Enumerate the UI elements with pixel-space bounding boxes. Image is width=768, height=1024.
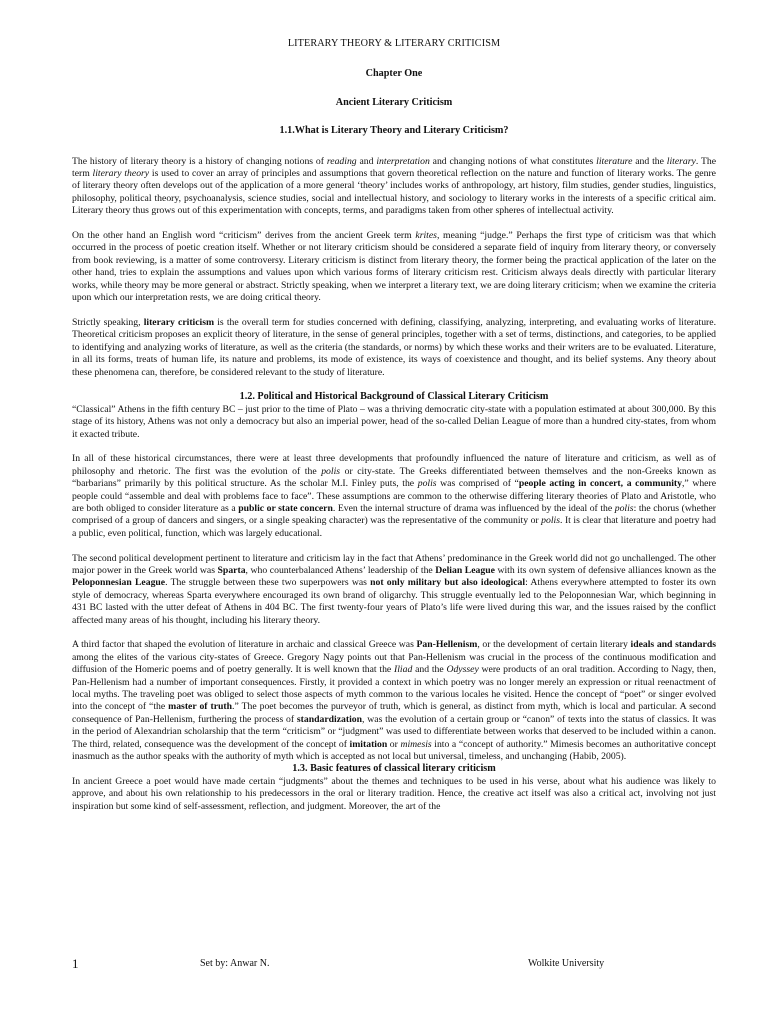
page-number: 1 bbox=[72, 956, 79, 971]
paragraph-4: “Classical” Athens in the fifth century BC – just prior to the time of Plato – was a thriving democratic city-state with a population estimated at about 300,000. By this stage of its history, Athens was not only a democracy but also an imperial power, head of the so-called Delian League of more than a hundred city-states, from whom it exacted tribute. bbox=[72, 403, 716, 440]
chapter-title: Ancient Literary Criticism bbox=[335, 96, 453, 108]
paragraph-5: In all of these historical circumstances, there were at least three developments that profoundly influenced the nature of literature and criticism, as well as of philosophy and rhetoric. The first was the evolution of the polis or city-state. The Greeks differentiated between themselves and the non-Greeks known as “barbarians” primarily by this political structure. As the scholar M.I. Finley puts, the polis was comprised of “people acting in concert, a community,” where people could “assemble and deal with problems face to face”. These assumptions are common to the otherwise differing literary theories of Plato and Aristotle, who are both obliged to consider literature as a public or state concern. Even the internal structure of drama was influenced by the ideal of the polis: the chorus (whether comprised of a group of dancers and singers, or a single speaking character) was the representative of the community or polis. It is clear that literature and poetry had a public, even political, function, which was largely educational. bbox=[72, 453, 717, 539]
paragraph-3: Strictly speaking, literary criticism is the overall term for studies concerned with defining, classifying, analyzing, interpreting, and evaluating works of literature. Theoretical criticism proposes an explicit theory of literature, in the sense of general principles, together with a set of terms, distinctions, and categories, to be applied to identifying and analyzing works of literature, as well as the criteria (the standards, or norms) by which these works and their writers are to be evaluated. Literature, in all its forms, treats of human life, its nature and problems, its mode of existence, its ways of coexistence and thought, and its belief systems. Any theory about these phenomena can, therefore, be considered relevant to the study of literature. bbox=[72, 316, 716, 378]
paragraph-7: A third factor that shaped the evolution of literature in archaic and classical Greece was Pan-Hellenism, or the development of certain literary ideals and standards among the elites of the various city-states of Greece. Gregory Nagy points out that Pan-Hellenism was crucial in the process of the continuous modification and diffusion of the Homeric poems and of poetry generally. It is well known that the Iliad and the Odyssey were products of an oral tradition. According to Nagy, then, Pan-Hellenism had a number of important consequences. Firstly, it provided a context in which poetry was no longer merely an expression or ritual reenactment of local myths. The traveling poet was obliged to select those aspects of myth common to the various locales he visited. Hence the concept of “poet” or singer evolved into the concept of “the master of truth.” The poet becomes the purveyor of truth, which is general, as distinct from myth, which is local and particular. A second consequence of Pan-Hellenism, furthering the process of standardization, was the evolution of a certain group or “canon” of texts into the status of classics. It was in the period of Alexandrian scholarship that the term “criticism” or “judgment” was used to differentiate between works that deserved to be included within a canon. The third, related, consequence was the development of the concept of imitation or mimesis into a “concept of authority.” Mimesis becomes an authoritative concept inasmuch as the author speaks with the authority of myth which is accepted as not local but universal, timeless, and unchanging (Habib, 2005). bbox=[72, 639, 717, 763]
section-heading-1-1: 1.1.What is Literary Theory and Literary Criticism? bbox=[279, 125, 509, 137]
section-heading-1-3: 1.3. Basic features of classical literary criticism bbox=[292, 763, 496, 775]
document-page bbox=[72, 38, 716, 813]
footer-institution: Wolkite University bbox=[528, 958, 605, 969]
footer-author: Set by: Anwar N. bbox=[200, 958, 270, 969]
page-footer bbox=[72, 958, 716, 974]
running-header: LITERARY THEORY & LITERARY CRITICISM bbox=[287, 38, 501, 49]
paragraph-8: In ancient Greece a poet would have made certain “judgments” about the themes and techniques to be used in his verse, about what his audience was likely to approve, and about his own relationship to his predecessors in the oral or literary tradition. Hence, the creative act itself was also a critical act, involving not just inspiration but some kind of self-assessment, reflection, and judgment. Moreover, the art of the bbox=[72, 775, 716, 812]
section-heading-1-2: 1.2. Political and Historical Background of Classical Literary Criticism bbox=[239, 391, 549, 403]
paragraph-1: The history of literary theory is a history of changing notions of reading and interpretation and changing notions of what constitutes literature and the literary. The term literary theory is used to cover an array of principles and assumptions that govern theoretical reflection on the nature and function of literary works. The genre of literary theory often develops out of the application of a more general ‘theory’ includes works of anthropology, art history, film studies, gender studies, linguistics, philosophy, political theory, psychoanalysis, science studies, social and intellectual history, and sociology to literary works in the interests of a specific critical aim. Literary theory thus grows out of this experimentation with concepts, terms, and paradigms taken from other spheres of intellectual activity. bbox=[72, 155, 717, 217]
chapter-heading: Chapter One bbox=[365, 68, 423, 80]
paragraph-2: On the other hand an English word “criticism” derives from the ancient Greek term krites, meaning “judge.” Perhaps the first type of criticism was that which occurred in the process of poetic creation itself. Whether or not literary criticism should be considered a separate field of inquiry from literary theory, or conversely from book reviewing, is a matter of some controversy. Literary criticism is distinct from literary theory, the former being the practical application of the later on the other hand, tries to explain the assumptions and values upon which various forms of literary criticism rest. Criticism always deals directly with particular literary works, while theory may be more general or abstract. Strictly speaking, when we interpret a literary text, we are doing literary criticism; when we examine the criteria upon which our interpretation rests, we are doing critical theory. bbox=[72, 230, 716, 304]
paragraph-6: The second political development pertinent to literature and criticism lay in the fact that Athens’ predominance in the Greek world did not go unchallenged. The other major power in the Greek world was Sparta, who counterbalanced Athens’ leadership of the Delian League with its own system of defensive alliances known as the Peloponnesian League. The struggle between these two superpowers was not only military but also ideological: Athens everywhere attempted to foster its own style of democracy, whereas Sparta everywhere encouraged its own brand of oligarchy. This struggle eventually led to the Peloponnesian War, which beginning in 431 BC lasted with the utter defeat of Athens in 404 BC. The first twenty-four years of Plato’s life were lived during this war, and the issues raised by the conflict affected many areas of his thought, including his literary theory. bbox=[72, 552, 716, 626]
